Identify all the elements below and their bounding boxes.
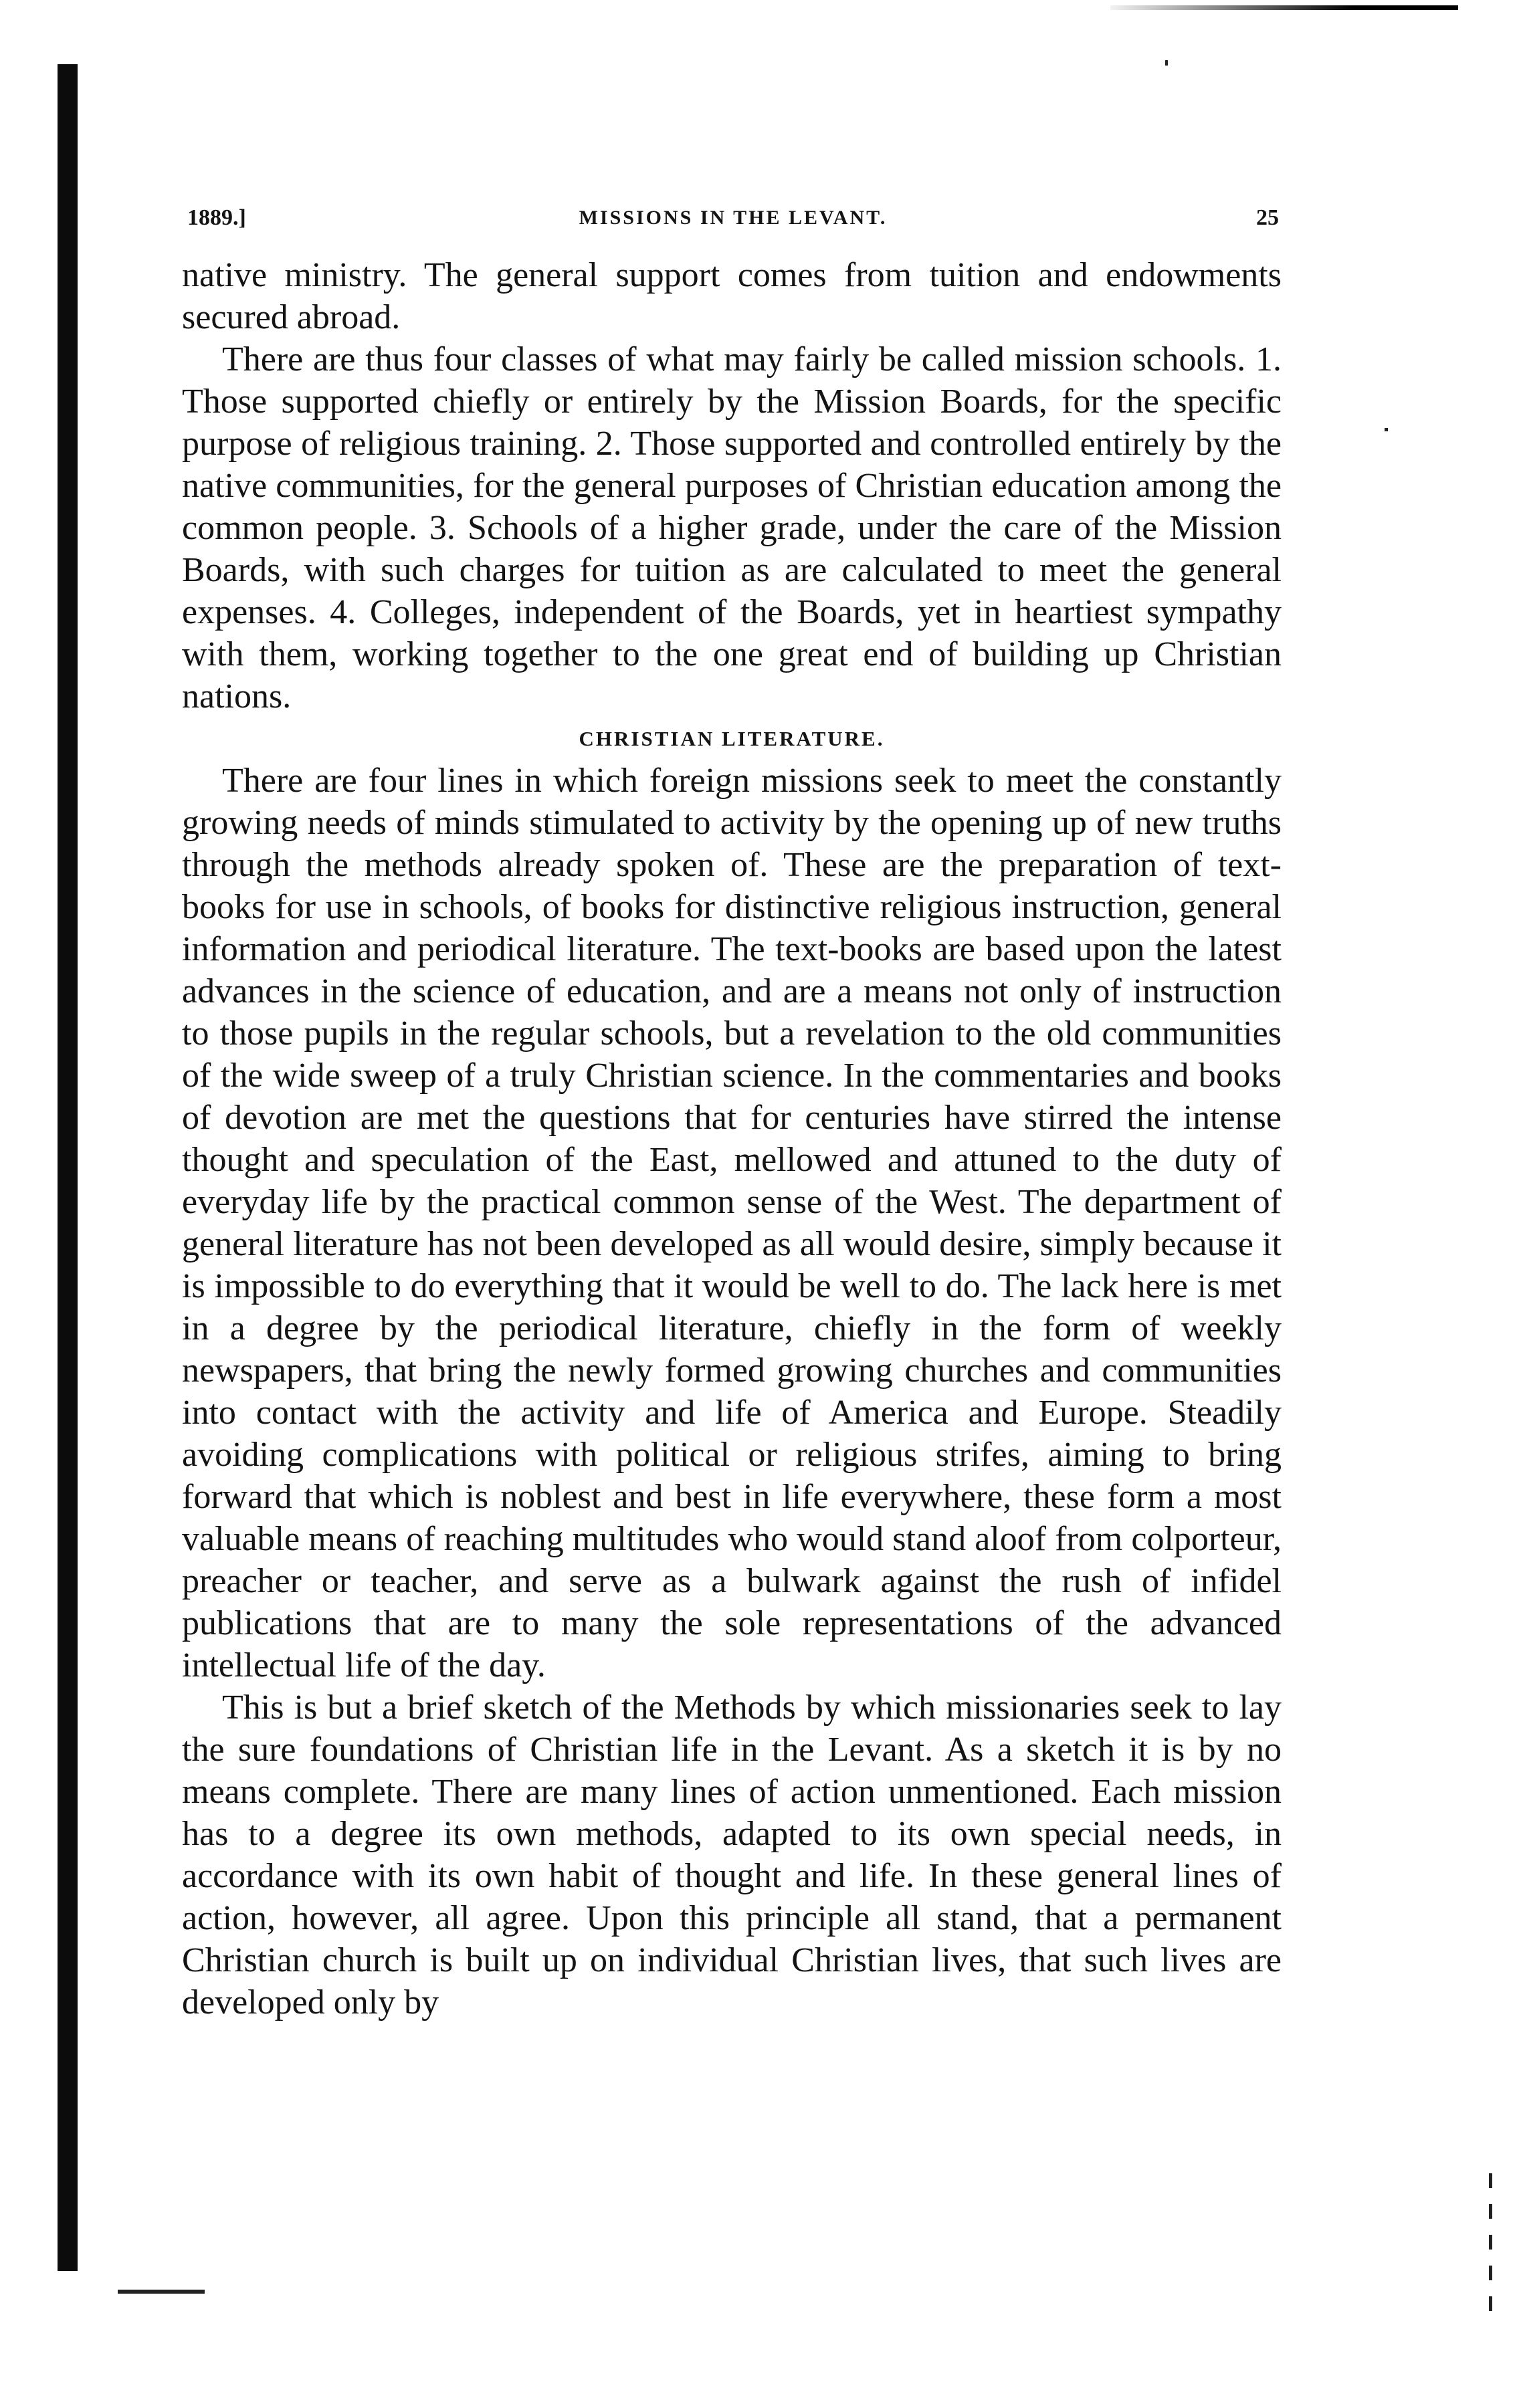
margin-marks [1489,2173,1492,2314]
spine-foot-artifact [118,2290,205,2294]
page-number: 25 [1256,205,1279,230]
book-spine-shadow [58,64,78,2271]
dust-speck [1165,60,1168,66]
paragraph-continued: native ministry. The general support comes from tuition and endowments secured abroad. [182,256,1282,336]
dust-speck [1385,428,1388,431]
paragraph: This is but a brief sketch of the Methods by which missionaries seek to lay the sure foundations of Christian life in the Levant. As a sketch it is by no means complete. There are many lines of action unmentioned. Each mission has to a degree its own methods, adapted to its own special needs, in accordance with its own habit of thought and life. In these general lines of action, however, all agree. Upon this principle all stand, that a permanent Christian church is built up on individual Christian lives, that such lives are developed only by [182,1688,1282,2021]
article-body [182,254,1282,2023]
paragraph: There are four lines in which foreign missions seek to meet the constantly growing needs of minds stimulated to activity by the opening up of new truths through the methods already spoken of. These are the preparation of text-books for use in schools, of books for distinctive religious instruction, general information and periodical literature. The text-books are based upon the latest advances in the science of education, and are a means not only of instruction to those pupils in the regular schools, but a revelation to the old communities of the wide sweep of a truly Christian science. In the commentaries and books of devotion are met the questions that for centuries have stirred the intense thought and speculation of the East, mellowed and attuned to the duty of everyday life by the practical common sense of the West. The department of general literature has not been developed as all would desire, simply because it is impossible to do everything that it would be well to do. The lack here is met in a degree by the periodical literature, chiefly in the form of weekly newspapers, that bring the newly formed growing churches and communities into contact with the activity and life of America and Europe. Steadily avoiding complications with political or religious strifes, aiming to bring forward that which is noblest and best in life everywhere, these form a most valuable means of reaching multitudes who would stand aloof from colporteur, preacher or teacher, and serve as a bulwark against the rush of infidel publications that are to many the sole representations of the advanced intellectual life of the day. [182,762,1282,1684]
header-year: 1889.] [187,205,246,230]
header-title: MISSIONS IN THE LEVANT. [579,207,888,229]
section-heading: CHRISTIAN LITERATURE. [579,727,885,750]
running-header [187,198,1279,238]
paragraph: There are thus four classes of what may fairly be called mission schools. 1. Those supported chiefly or entirely by the Mission Boards, for the specific purpose of religious training. 2. Those supported and controlled entirely by the native communities, for the general purposes of Christian education among the common people. 3. Schools of a higher grade, under the care of the Mission Boards, with such charges for tuition as are calculated to meet the general expenses. 4. Colleges, independent of the Boards, yet in heartiest sympathy with them, working together to the one great end of building up Christian nations. [182,340,1282,716]
scan-edge-artifact [1110,5,1458,10]
